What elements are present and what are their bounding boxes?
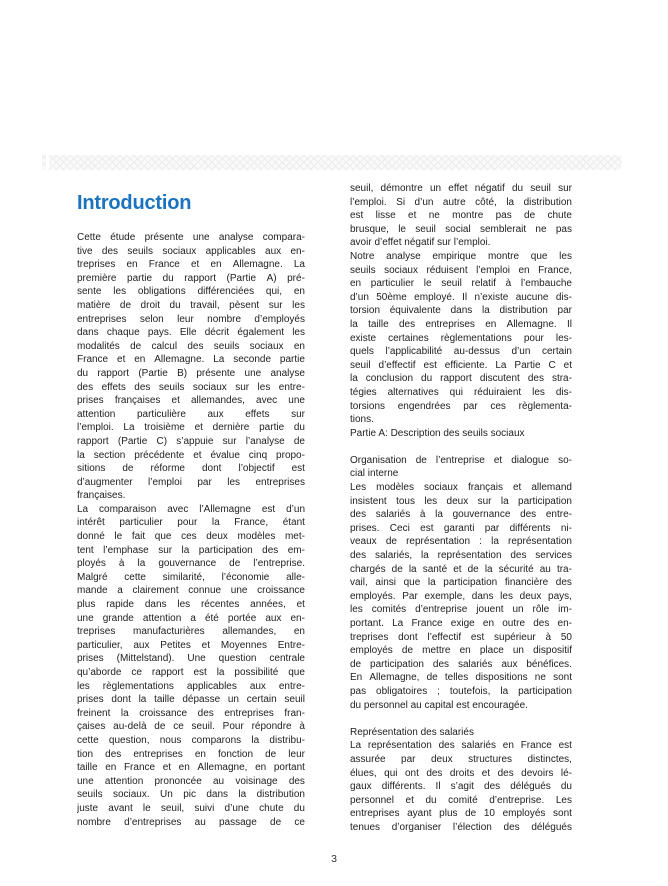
text-line: nombre d’entreprises au passage de ce (77, 816, 305, 828)
text-line: première partie du rapport (Partie A) pré- (77, 272, 305, 284)
text-line: gaux différents. Il s’agit des délégués du (350, 781, 572, 793)
text-line: seuils sociaux. Un pic dans la distribution (77, 789, 305, 801)
text-line: veaux de représentation : la représentation (350, 536, 572, 548)
text-line: des effets des seuils sociaux sur les entre- (77, 381, 305, 393)
text-line: la taille des entreprises en Allemagne. Il (350, 318, 572, 330)
text-line: françaises. (77, 490, 126, 502)
text-line: juste avant le seuil, suivi d’une chute du (77, 802, 305, 814)
text-line: est lisse et ne montre pas de chute (350, 210, 572, 222)
text-line: vail, ainsi que la participation financière des (350, 577, 572, 589)
text-line: tent l’emphase sur la participation des em- (77, 544, 305, 556)
text-line: Organisation de l’entreprise et dialogue so- (350, 454, 572, 466)
text-line: treprises manufacturières allemandes, en (77, 626, 305, 638)
text-line: Cette étude présente une analyse compara- (77, 232, 305, 243)
text-line: treprises en France et en Allemagne. La (77, 259, 305, 271)
text-line: matière de droit du travail, pèsent sur les (77, 299, 305, 311)
column-left (77, 231, 305, 829)
text-line: particulier, aux Petites et Moyennes Entre- (77, 639, 305, 651)
text-line: les comités d’entreprise jouent un rôle im- (350, 604, 572, 616)
text-line: l’emploi. Si d’un autre côté, la distribution (350, 196, 572, 208)
text-line: attention particulière aux effets sur (77, 408, 305, 420)
text-line: élues, qui ont des droits et des devoirs lé- (350, 767, 572, 779)
text-line: intérêt particulier pour la France, étant (77, 517, 305, 529)
text-line: France et en Allemagne. La seconde partie (77, 354, 305, 366)
text-line: employés de mettre en place un dispositif (350, 645, 572, 657)
text-line: assurée par deux structures distinctes, (350, 753, 572, 765)
text-line: entreprises ayant plus de 10 employés sont (350, 808, 572, 820)
text-line: rapport (Partie C) s’appuie sur l’analyse de (77, 435, 305, 447)
text-line: cette question, nous comparons la distribu- (77, 734, 305, 746)
text-line: dans chaque pays. Elle décrit également les (77, 327, 305, 339)
text-line: qu’aborde ce rapport est la possibilité que (77, 667, 305, 678)
text-line: sente les obligations différenciées qui, en (77, 286, 305, 298)
header-band-cap (42, 155, 46, 170)
text-line: des salariés, la représentation des services (350, 550, 572, 562)
text-line: seuils sociaux réduisent l’emploi en France, (350, 264, 572, 276)
text-line: de participation des salariés aux bénéfices. (350, 658, 572, 670)
text-line: La représentation des salariés en France est (350, 740, 572, 752)
text-line: En Allemagne, de telles dispositions ne sont (350, 672, 572, 684)
text-line: une attention prononcée au voisinage des (77, 775, 305, 787)
text-line: existe certaines règlementations pour les- (350, 332, 572, 344)
text-line: prises dont la taille dépasse un certain seuil (77, 694, 305, 706)
blank-line (350, 440, 572, 454)
text-line: des salariés à la gouvernance des entre- (350, 509, 572, 521)
text-line: une grande attention a été portée aux en- (77, 612, 305, 624)
text-line: torsions engendrées par ces règlementa- (350, 400, 572, 412)
column-right (350, 182, 572, 835)
text-line: brusque, le seuil social semblerait ne pas (350, 223, 572, 235)
text-line: Notre analyse empirique montre que les (350, 250, 572, 262)
text-line: seuil, démontre un effet négatif du seuil sur (350, 183, 572, 194)
text-line: Les modèles sociaux français et allemand (350, 482, 572, 494)
text-line: prises. Ceci est garanti par différents ni- (350, 522, 572, 534)
text-line: tenues d’organiser l’élection des délégués (350, 821, 572, 833)
page-heading: Introduction (77, 192, 192, 214)
text-line: plus rapide dans les récentes années, et (77, 599, 305, 611)
text-line: la section précédente et évalue cinq propo- (77, 449, 305, 461)
text-line: portant. La France exige en outre des en- (350, 618, 572, 629)
text-line: cial interne (350, 468, 399, 480)
text-line: employés. Par exemple, dans les deux pays, (350, 590, 572, 602)
text-line: Malgré cette similarité, l’économie alle- (77, 571, 305, 583)
blank-line (350, 712, 572, 726)
text-line: insistent tous les deux sur la participation (350, 495, 572, 507)
page-number: 3 (331, 853, 337, 865)
text-line: prises françaises et allemandes, avec une (77, 395, 305, 407)
text-line: modalités de calcul des seuils sociaux en (77, 340, 305, 352)
text-line: Représentation des salariés (350, 726, 474, 738)
text-line: çaises au-delà de ce seuil. Pour répondre à (77, 721, 305, 733)
text-line: la conclusion du rapport discutent des stra- (350, 373, 572, 385)
text-line: tive des seuils sociaux applicables aux en- (77, 245, 305, 257)
text-line: tions. (350, 414, 374, 426)
text-line: seuil d’effectif est efficiente. La Partie C et (350, 359, 572, 371)
text-line: d’augmenter l’emploi par les entreprises (77, 476, 305, 488)
text-line: avoir d’effet négatif sur l’emploi. (350, 237, 491, 249)
text-line: pas obligatoires ; toutefois, la participation (350, 685, 572, 697)
text-line: quels l’applicabilité au-dessus d’un certain (350, 346, 572, 358)
text-line: donné le fait que ces deux modèles met- (77, 531, 305, 543)
text-line: l’emploi. La troisième et dernière partie du (77, 422, 305, 434)
text-line: taille en France et en Allemagne, en portant (77, 762, 305, 774)
text-line: d’un 50ème employé. Il n’existe aucune dis- (350, 291, 572, 303)
text-line: sitions de réforme dont l’objectif est (77, 463, 305, 475)
text-line: prises (Mittelstand). Une question centrale (77, 653, 305, 665)
header-placeholder-band (49, 155, 622, 170)
text-line: du rapport (Partie B) présente une analyse (77, 367, 305, 379)
text-line: personnel et du comité d’entreprise. Les (350, 794, 572, 806)
text-line: les règlementations applicables aux entre- (77, 680, 305, 692)
text-line: mande a clairement connue une croissance (77, 585, 305, 597)
text-line: torsion équivalente dans la distribution par (350, 305, 572, 317)
text-line: entreprises selon leur nombre d’employés (77, 313, 305, 325)
text-line: en particulier le seuil relatif à l’embauche (350, 278, 572, 290)
text-line: La comparaison avec l’Allemagne est d’un (77, 503, 305, 515)
text-line: tégies alternatives qui réduiraient les dis- (350, 386, 572, 398)
text-line: tion des entreprises en fonction de leur (77, 748, 305, 760)
text-line: Partie A: Description des seuils sociaux (350, 427, 525, 439)
text-line: freinent la croissance des entreprises fran- (77, 707, 305, 719)
text-line: chargés de la santé et de la sécurité au tra- (350, 563, 572, 575)
text-line: du personnel au capital est encouragée. (350, 699, 528, 711)
text-line: treprises dont l’effectif est supérieur à 50 (350, 631, 572, 643)
text-line: ployés à la gouvernance de l’entreprise. (77, 558, 305, 570)
